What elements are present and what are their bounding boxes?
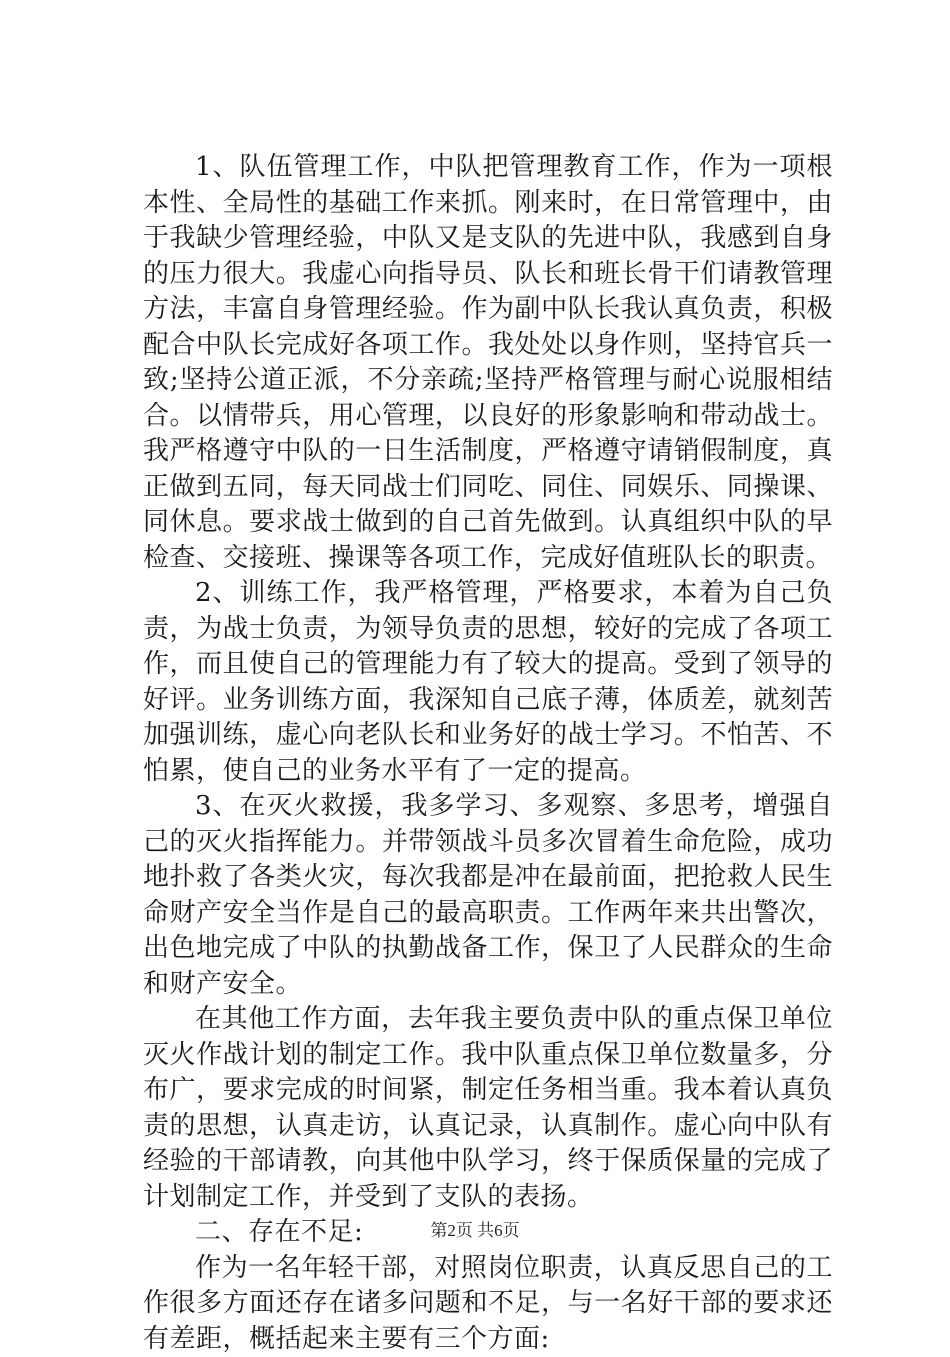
paragraph-other-work: 在其他工作方面，去年我主要负责中队的重点保卫单位灭火作战计划的制定工作。我中队重点保卫单位数量多，分布广，要求完成的时间紧，制定任务相当重。我本着认真负责的思想，认真走访，认真记录，认真制作。虚心向中队有经验的干部请教，向其他中队学习，终于保质保量的完成了计划制定工作，并受到了支队的表扬。 [143, 1002, 833, 1215]
paragraph-firefighting: 3、在灭火救援，我多学习、多观察、多思考，增强自己的灭火指挥能力。并带领战斗员多次冒着生命危险，成功地扑救了各类火灾，每次我都是冲在最前面，把抢救人民生命财产安全当作是自己的最高职责。工作两年来共出警次，出色地完成了中队的执勤战备工作，保卫了人民群众的生命和财产安全。 [143, 789, 833, 1002]
paragraph-team-management: 1、队伍管理工作，中队把管理教育工作，作为一项根本性、全局性的基础工作来抓。刚来时，在日常管理中，由于我缺少管理经验，中队又是支队的先进中队，我感到自身的压力很大。我虚心向指导员、队长和班长骨干们请教管理方法，丰富自身管理经验。作为副中队长我认真负责，积极配合中队长完成好各项工作。我处处以身作则，坚持官兵一致;坚持公道正派，不分亲疏;坚持严格管理与耐心说服相结合。以情带兵，用心管理，以良好的形象影响和带动战士。我严格遵守中队的一日生活制度，严格遵守请销假制度，真正做到五同，每天同战士们同吃、同住、同娱乐、同操课、同休息。要求战士做到的自己首先做到。认真组织中队的早检查、交接班、操课等各项工作，完成好值班队长的职责。 [143, 150, 833, 576]
page-number-footer: 第2页 共6页 [0, 1216, 950, 1241]
section-heading-shortcomings: 二、存在不足: [143, 1215, 833, 1251]
paragraph-training: 2、训练工作，我严格管理，严格要求，本着为自己负责，为战士负责，为领导负责的思想，较好的完成了各项工作，而且使自己的管理能力有了较大的提高。受到了领导的好评。业务训练方面，我深知自己底子薄，体质差，就刻苦加强训练，虚心向老队长和业务好的战士学习。不怕苦、不怕累，使自己的业务水平有了一定的提高。 [143, 576, 833, 789]
paragraph-shortcomings-intro: 作为一名年轻干部，对照岗位职责，认真反思自己的工作很多方面还存在诸多问题和不足，与一名好干部的要求还有差距，概括起来主要有三个方面: [143, 1251, 833, 1357]
document-body [143, 150, 833, 1357]
